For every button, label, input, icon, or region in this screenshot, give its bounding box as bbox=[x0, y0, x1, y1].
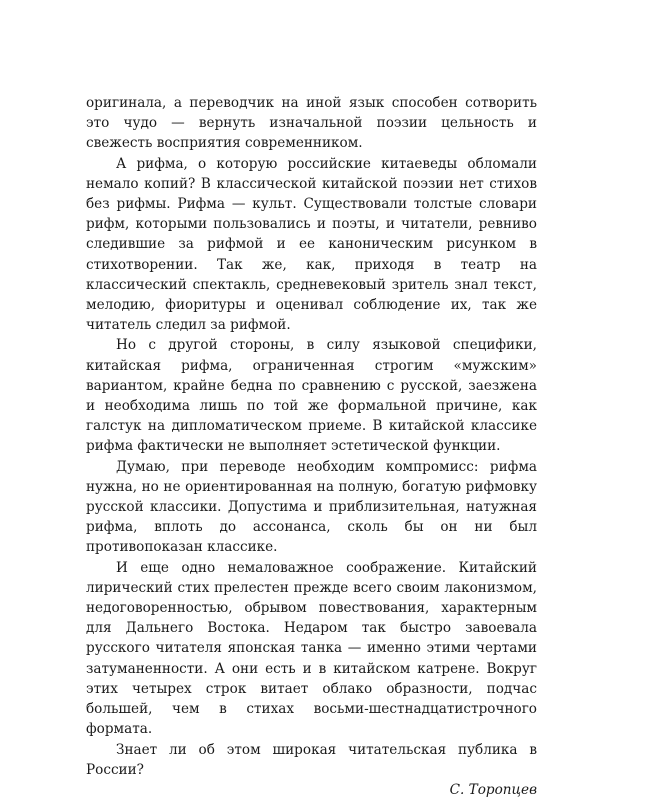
author-signature: С. Торопцев bbox=[449, 781, 537, 798]
paragraph-compromise: Думаю, при переводе необходим компромисс: рифма нужна, но не ориентированная на полную, богатую рифмовку русской классики. Допустима и приблизительная, натужная рифма, вплоть до ассонанса, сколь бы он ни был противопоказан классике. bbox=[86, 458, 537, 556]
paragraph-question: Знает ли об этом широкая читательская публика в России? bbox=[86, 741, 537, 778]
paragraph-consideration: И еще одно немаловажное соображение. Китайский лирический стих прелестен прежде всего своим лаконизмом, недоговоренностью, обрывом повествования, характерным для Дальнего Востока. Недаром так быстро завоевала русского читателя японская танка — именно этими чертами затуманенности. А они есть и в китайском катрене. Вокруг этих четырех строк витает облако образности, подчас большей, чем в стихах восьми-шестнадцатистрочного формата. bbox=[86, 559, 537, 738]
paragraph-rhyme: А рифма, о которую российские китаеведы обломали немало копий? В классической китайской поэзии нет стихов без рифмы. Рифма — культ. Существовали толстые словари рифм, которыми пользовались и поэты, и читатели, ревниво следившие за рифмой и ее каноническим рисунком в стихотворении. Так же, как, приходя в театр на классический спектакль, средневековый зритель знал текст, мелодию, фиоритуры и оценивал соблюдение их, так же читатель следил за рифмой. bbox=[86, 155, 537, 334]
paragraph-other-side: Но с другой стороны, в силу языковой специфики, китайская рифма, ограниченная строгим «мужским» вариантом, крайне бедна по сравнению с русской, заезжена и необходима лишь по той же формальной причине, как галстук на дипломатическом приеме. В китайской классике рифма фактически не выполняет эстетической функции. bbox=[86, 337, 537, 455]
paragraph-continuation: оригинала, а переводчик на иной язык способен сотворить это чудо — вернуть изначальной поэзии цельность и свежесть восприятия современником. bbox=[86, 95, 537, 152]
document-page bbox=[86, 93, 537, 800]
